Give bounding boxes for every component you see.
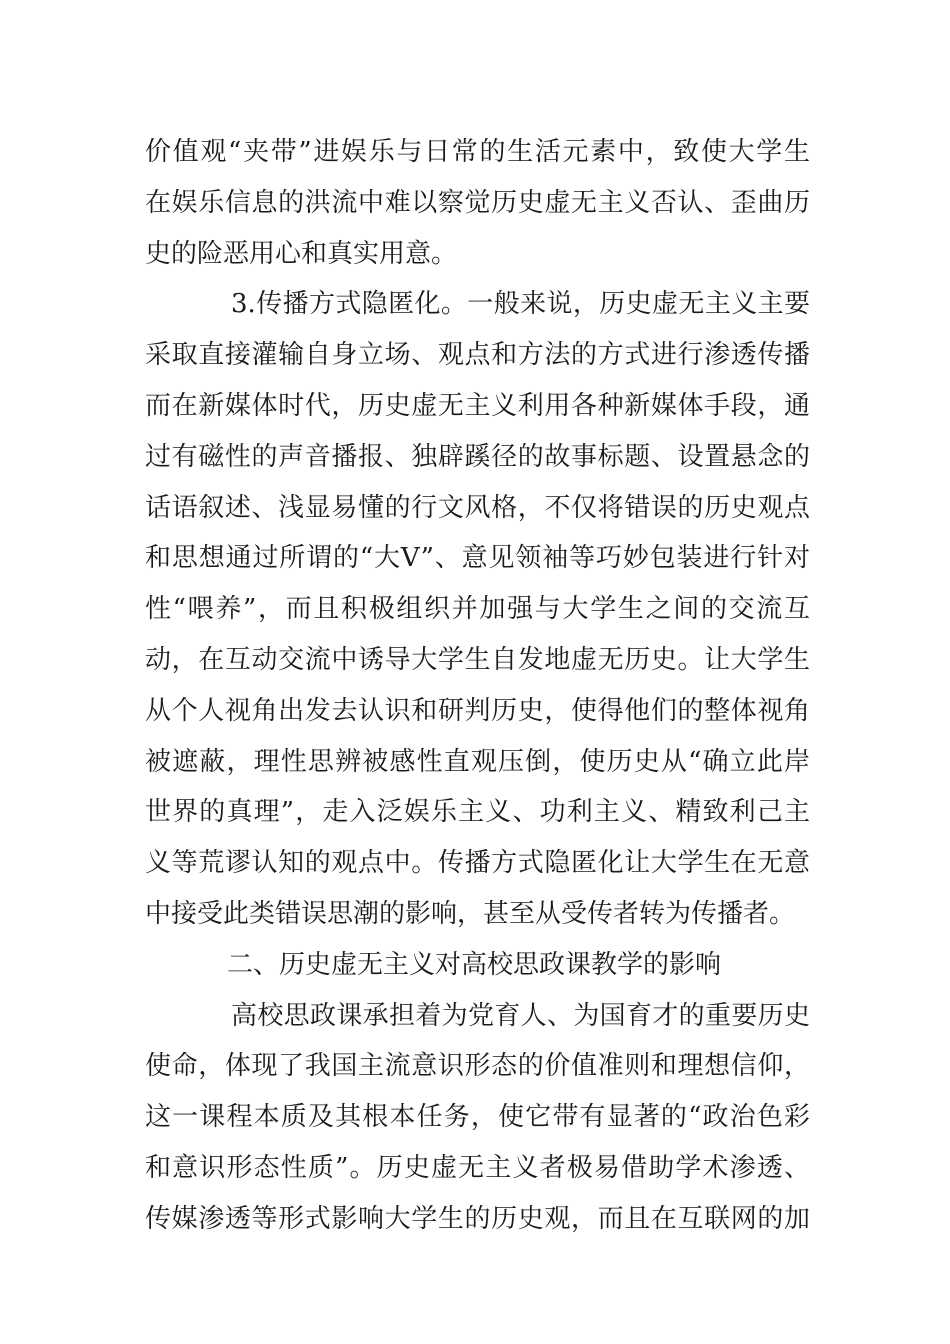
text-line: 义等荒谬认知的观点中。传播方式隐匿化让大学生在无意	[145, 848, 810, 879]
text-line: 被遮蔽，理性思辨被感性直观压倒，使历史从“确立此岸	[145, 746, 810, 777]
text-line: 采取直接灌输自身立场、观点和方法的方式进行渗透传播	[145, 340, 810, 371]
text-line: 价值观“夹带”进娱乐与日常的生活元素中，致使大学生	[145, 137, 810, 167]
text-line: 动，在互动交流中诱导大学生自发地虚无历史。让大学生	[145, 644, 810, 675]
text-line: 从个人视角出发去认识和研判历史，使得他们的整体视角	[145, 695, 810, 726]
text-line: 话语叙述、浅显易懂的行文风格，不仅将错误的历史观点	[145, 492, 810, 523]
text-line: 这一课程本质及其根本任务，使它带有显著的“政治色彩	[145, 1102, 810, 1133]
text-line: 和意识形态性质”。历史虚无主义者极易借助学术渗透、	[145, 1152, 810, 1183]
body-text	[145, 127, 810, 1245]
text-line: 过有磁性的声音播报、独辟蹊径的故事标题、设置悬念的	[145, 441, 810, 472]
text-line: 世界的真理”，走入泛娱乐主义、功利主义、精致利己主	[145, 797, 810, 828]
text-line: 在娱乐信息的洪流中难以察觉历史虚无主义否认、歪曲历	[145, 187, 810, 218]
text-line: 高校思政课承担着为党育人、为国育才的重要历史	[231, 1000, 810, 1031]
text-line: 使命，体现了我国主流意识形态的价值准则和理想信仰，	[145, 1051, 810, 1082]
text-line: 中接受此类错误思潮的影响，甚至从受传者转为传播者。	[145, 898, 796, 929]
text-line: 而在新媒体时代，历史虚无主义利用各种新媒体手段，通	[145, 390, 810, 421]
text-line: 3.传播方式隐匿化。一般来说，历史虚无主义主要	[231, 289, 810, 320]
text-line: 史的险恶用心和真实用意。	[145, 238, 458, 269]
section-heading: 二、历史虚无主义对高校思政课教学的影响	[227, 949, 722, 980]
text-line: 性“喂养”，而且积极组织并加强与大学生之间的交流互	[145, 594, 810, 625]
text-line: 传媒渗透等形式影响大学生的历史观，而且在互联网的加	[145, 1203, 810, 1234]
text-line: 和思想通过所谓的“大V”、意见领袖等巧妙包装进行针对	[145, 543, 810, 574]
